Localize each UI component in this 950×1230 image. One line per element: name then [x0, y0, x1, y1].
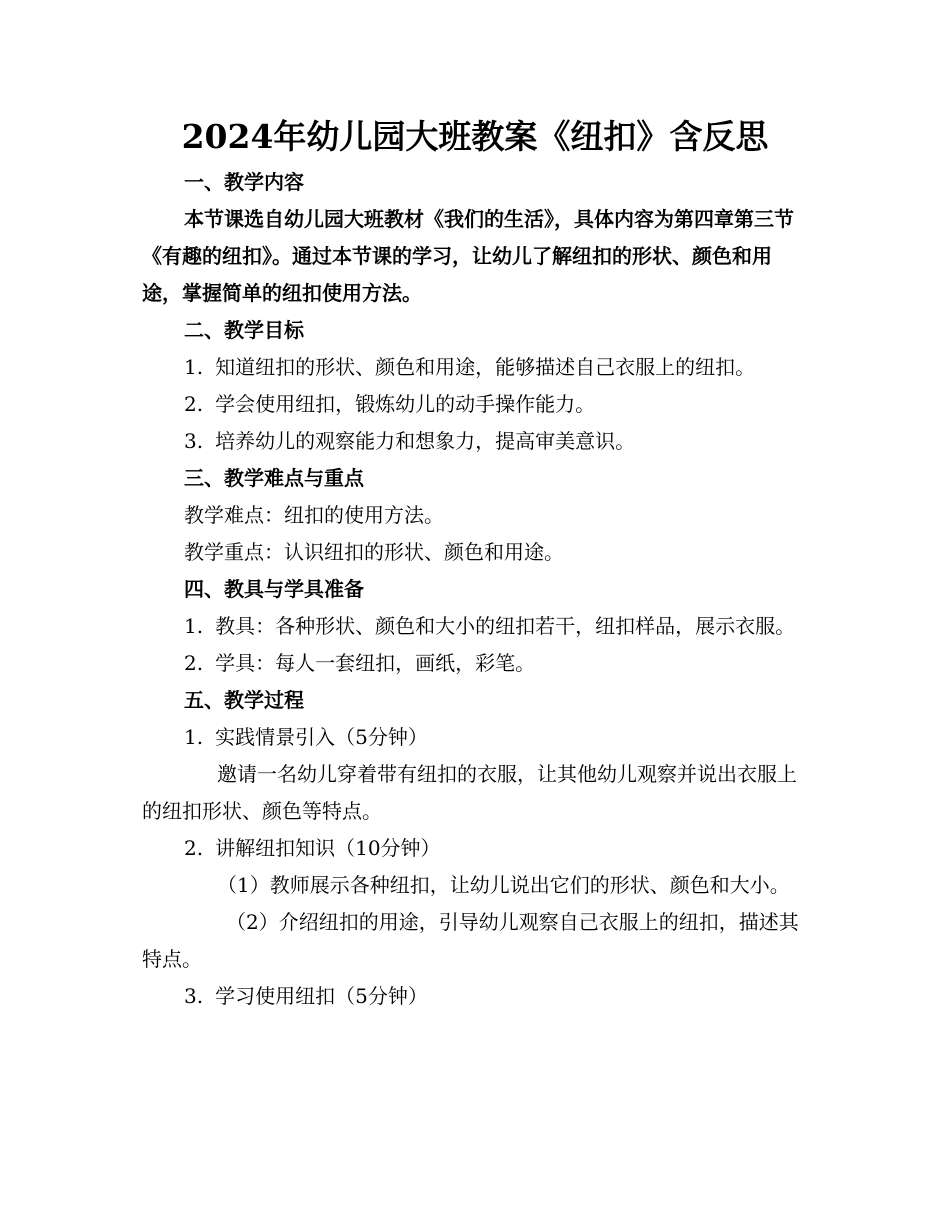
objective-item — [142, 349, 808, 386]
list-text: 教具：各种形状、颜色和大小的纽扣若干，纽扣样品，展示衣服。 — [215, 614, 796, 638]
list-number: 2. — [184, 392, 204, 416]
process-step-body: 邀请一名幼儿穿着带有纽扣的衣服，让其他幼儿观察并说出衣服上的纽扣形状、颜色等特点。 — [142, 762, 797, 823]
document-page — [142, 110, 808, 1015]
process-step — [142, 830, 808, 867]
process-substep: （1）教师展示各种纽扣，让幼儿说出它们的形状、颜色和大小。 — [217, 873, 790, 897]
difficulty-text: 教学难点：纽扣的使用方法。 — [184, 503, 444, 527]
process-step — [142, 719, 808, 756]
list-text: 学具：每人一套纽扣，画纸，彩笔。 — [215, 651, 536, 675]
list-number: 1. — [184, 355, 204, 379]
list-number: 1. — [184, 614, 204, 638]
section-heading-difficulties: 三、教学难点与重点 — [184, 466, 364, 490]
section-heading-content: 一、教学内容 — [184, 170, 304, 194]
section-heading-objectives: 二、教学目标 — [184, 318, 304, 342]
list-number: 2. — [184, 651, 204, 675]
list-text: 学会使用纽扣，锻炼幼儿的动手操作能力。 — [215, 392, 596, 416]
list-number: 3. — [184, 429, 204, 453]
list-text: 培养幼儿的观察能力和想象力，提高审美意识。 — [215, 429, 636, 453]
list-text: 讲解纽扣知识（10分钟） — [215, 836, 441, 860]
objective-item — [142, 386, 808, 423]
objective-item — [142, 423, 808, 460]
key-point-text: 教学重点：认识纽扣的形状、颜色和用途。 — [184, 540, 564, 564]
list-text: 学习使用纽扣（5分钟） — [215, 984, 428, 1008]
material-item — [142, 608, 808, 645]
document-title: 2024年幼儿园大班教案《纽扣》含反思 — [181, 117, 769, 156]
material-item — [142, 645, 808, 682]
list-number: 3. — [184, 984, 204, 1008]
process-step — [142, 978, 808, 1015]
section-heading-process: 五、教学过程 — [184, 688, 304, 712]
section-heading-materials: 四、教具与学具准备 — [184, 577, 364, 601]
list-number: 1. — [184, 725, 204, 749]
list-text: 知道纽扣的形状、颜色和用途，能够描述自己衣服上的纽扣。 — [215, 355, 756, 379]
list-text: 实践情景引入（5分钟） — [215, 725, 428, 749]
section-content-paragraph: 本节课选自幼儿园大班教材《我们的生活》，具体内容为第四章第三节《有趣的纽扣》。通过本节课的学习，让幼儿了解纽扣的形状、颜色和用途，掌握简单的纽扣使用方法。 — [142, 207, 794, 305]
list-number: 2. — [184, 836, 204, 860]
process-substep: （2）介绍纽扣的用途，引导幼儿观察自己衣服上的纽扣，描述其特点。 — [142, 910, 799, 971]
